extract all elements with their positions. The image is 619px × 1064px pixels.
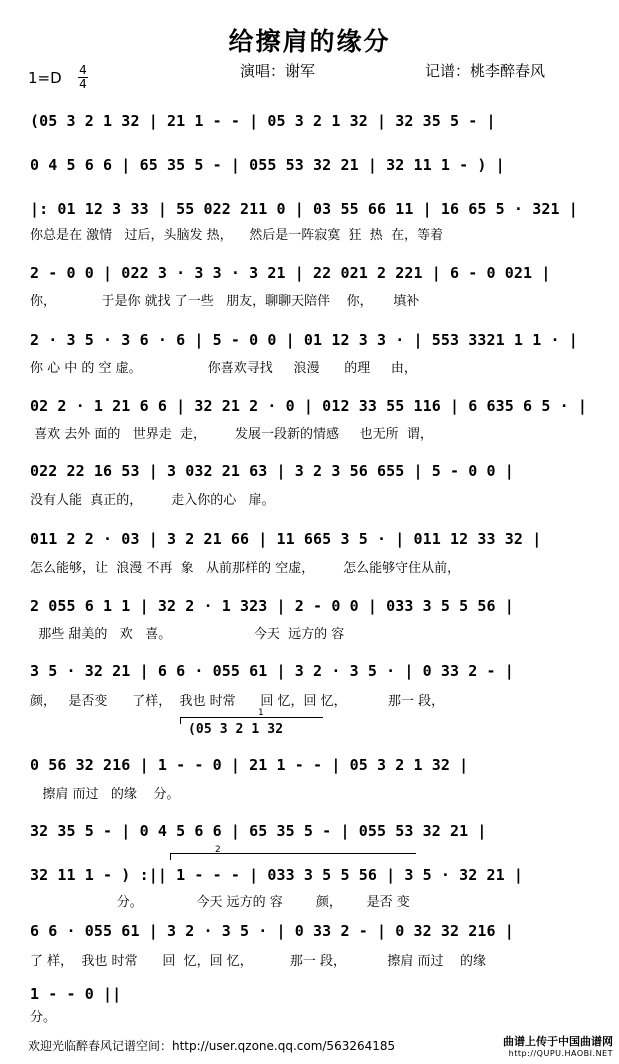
footer-watermark-url: http://QUPU.HAOBI.NET [508,1049,613,1058]
footer-watermark-site: 曲谱上传于中国曲谱网 [503,1035,613,1048]
lyric-row-6: 喜欢 去外 面的 世界走 走， 发展一段新的情感 也无所 谓， [30,427,433,442]
notation-row-15: 6 6 · 055 61 | 3 2 · 3 5 · | 0 33 2 - | 0 32 32 216 | [30,922,514,940]
notation-row-1: (05 3 2 1 32 | 21 1 - - | 05 3 2 1 32 | 32 35 5 - | [30,112,496,130]
transcriber-credit: 记谱：桃李醉春风 [425,62,546,80]
lyric-row-9: 那些 甜美的 欢 喜。 今天 远方的 容 [30,627,345,642]
footer-watermark [503,1036,613,1060]
notation-row-12: 0 56 32 216 | 1 - - 0 | 21 1 - - | 05 3 2 1 32 | [30,756,469,774]
time-signature-bottom: 4 [79,77,87,91]
notation-row-10: 3 5 · 32 21 | 6 6 · 055 61 | 3 2 · 3 5 · | 0 33 2 - | [30,662,514,680]
notation-row-2: 0 4 5 6 6 | 65 35 5 - | 055 53 32 21 | 32 11 1 - ) | [30,156,505,174]
time-signature [77,64,89,91]
lyric-row-15: 了 样， 我也 时常 回 忆，回 忆， 那一 段， 擦肩 而过 的缘 [30,954,487,969]
second-ending-bracket [170,853,416,860]
time-signature-top: 4 [79,63,87,77]
notation-row-8: 011 2 2 · 03 | 3 2 21 66 | 11 665 3 5 · | 011 12 33 32 | [30,530,542,548]
notation-row-16: 1 - - 0 || [30,985,122,1003]
notation-row-14: 32 11 1 - ) :|| 1 - - - | 033 3 5 5 56 | 3 5 · 32 21 | [30,866,524,884]
notation-row-9: 2 055 6 1 1 | 32 2 · 1 323 | 2 - 0 0 | 033 3 5 5 56 | [30,597,514,615]
footer-visit-note: 欢迎光临醉春风记谱空间：http://user.qzone.qq.com/563264185 [28,1039,396,1053]
lyric-row-5: 你 心 中 的 空 虚。 你喜欢寻找 浪漫 的理 由， [30,361,417,376]
lyric-row-16: 分。 [30,1010,57,1025]
lyric-row-12: 擦肩 而过 的缘 分。 [30,787,180,802]
lyric-row-4: 你， 于是你 就找 了一些 朋友，聊聊天陪伴 你， 填补 [30,294,420,309]
notation-row-6: 02 2 · 1 21 6 6 | 32 21 2 · 0 | 012 33 55 116 | 6 635 6 5 · | [30,397,587,415]
lyric-row-14: 分。 今天 远方的 容 颜， 是否 变 [30,895,410,910]
song-title: 给擦肩的缘分 [228,27,391,56]
notation-row-4: 2 - 0 0 | 022 3 · 3 3 · 3 21 | 22 021 2 221 | 6 - 0 021 | [30,264,551,282]
lyric-row-8: 怎么能够，让 浪漫 不再 象 从前那样的 空虚， 怎么能够守住从前， [30,561,461,576]
key-signature: 1=D [28,69,62,87]
notation-row-3: |: 01 12 3 33 | 55 022 211 0 | 03 55 66 11 | 16 65 5 · 321 | [30,200,578,218]
notation-row-5: 2 · 3 5 · 3 6 · 6 | 5 - 0 0 | 01 12 3 3 · | 553 3321 1 1 · | [30,331,578,349]
singer-credit: 演唱：谢军 [240,62,316,80]
lyric-row-7: 没有人能 真正的， 走入你的心 扉。 [30,493,275,508]
second-ending-number: 2 [215,845,221,855]
first-ending-number: 1 [258,708,264,718]
lyric-row-3: 你总是在 激情 过后，头脑发 热， 然后是一阵寂寞 狂 热 在，等着 [30,228,443,243]
notation-row-11: (05 3 2 1 32 [188,722,284,737]
lyric-row-10: 颜， 是否变 了样， 我也 时常 回 忆，回 忆， 那一 段， [30,694,445,709]
notation-row-7: 022 22 16 53 | 3 032 21 63 | 3 2 3 56 655 | 5 - 0 0 | [30,462,514,480]
notation-row-13: 32 35 5 - | 0 4 5 6 6 | 65 35 5 - | 055 53 32 21 | [30,822,487,840]
